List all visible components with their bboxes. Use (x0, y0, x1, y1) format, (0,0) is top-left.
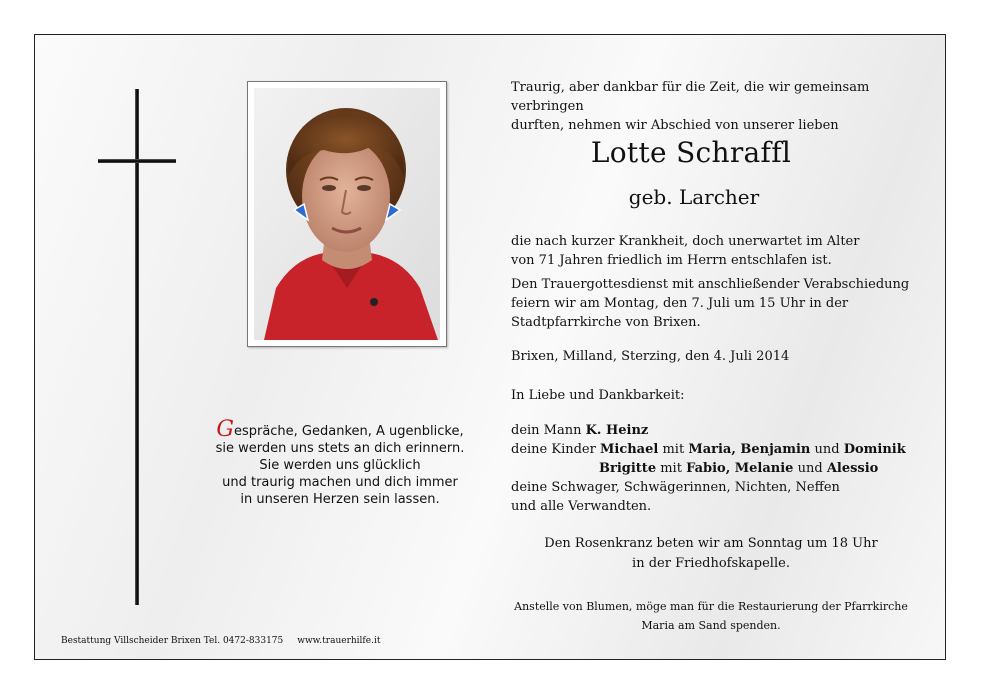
rosary-line-2: in der Friedhofskapelle. (632, 556, 790, 571)
others-line: und alle Verwandten. (511, 499, 652, 514)
with-1: mit (658, 442, 689, 457)
cross-horizontal-bar (98, 159, 176, 163)
children-prefix: deine Kinder (511, 442, 600, 457)
funeral-home-contact: Bestattung Villscheider Brixen Tel. 0472-833175 (61, 636, 284, 646)
husband-name: K. Heinz (585, 423, 649, 438)
grandchild-2-name: Alessio (826, 461, 879, 476)
grandchild-1-name: Dominik (843, 442, 906, 457)
donation-line-2: Maria am Sand spenden. (641, 619, 781, 632)
verse-line-4: und traurig machen und dich immer (222, 475, 458, 490)
verse-line-1-text: espräche, Gedanken, A ugenblicke, (233, 424, 464, 439)
donation-line-1: Anstelle von Blumen, möge man für die Restaurierung der Pfarrkirche (514, 600, 908, 613)
partner-1-names: Maria, Benjamin (688, 442, 811, 457)
portrait-photo (254, 88, 440, 340)
verse-line-1 (215, 417, 465, 442)
mourners-list (511, 421, 931, 516)
husband-prefix: dein Mann (511, 423, 586, 438)
service-line-2: feiern wir am Montag, den 7. Juli um 15 Uhr in der (511, 296, 849, 311)
husband-line (511, 421, 931, 440)
maiden-name: geb. Larcher (628, 185, 760, 209)
relatives-line: deine Schwager, Schwägerinnen, Nichten, Neffen (511, 480, 840, 495)
footer (61, 636, 380, 646)
intro-line-2: durften, nehmen wir Abschied von unserer lieben (511, 118, 839, 133)
death-notice (511, 232, 931, 270)
funeral-service (511, 275, 931, 332)
portrait-photo-frame (247, 81, 447, 347)
intro-text (511, 78, 931, 135)
website-link[interactable]: www.trauerhilfe.it (297, 636, 381, 646)
deceased-name: Lotte Schraffl (590, 136, 792, 169)
child-2-name: Brigitte (599, 461, 657, 476)
verse-initial: G (216, 417, 234, 442)
love-gratitude: In Liebe und Dankbarkeit: (511, 388, 685, 403)
service-line-3: Stadtpfarrkirche von Brixen. (511, 315, 701, 330)
partner-2-names: Fabio, Melanie (686, 461, 794, 476)
cross-vertical-bar (135, 89, 139, 605)
rosary-notice (511, 534, 911, 574)
service-line-1: Den Trauergottesdienst mit anschließender Verabschiedung (511, 277, 910, 292)
verse-line-2: sie werden uns stets an dich erinnern. (215, 441, 465, 456)
rosary-line-1: Den Rosenkranz beten wir am Sonntag um 18 Uhr (544, 536, 878, 551)
verse-line-3: Sie werden uns glücklich (259, 458, 421, 473)
child-1-name: Michael (599, 442, 659, 457)
place-and-date: Brixen, Milland, Sterzing, den 4. Juli 2014 (511, 349, 790, 364)
and-2: und (793, 461, 827, 476)
verse-line-5: in unseren Herzen sein lassen. (240, 492, 440, 507)
with-2: mit (656, 461, 687, 476)
obituary-card (34, 34, 946, 660)
donation-notice (511, 597, 911, 635)
memorial-verse (215, 417, 465, 508)
and-1: und (810, 442, 844, 457)
children-line-2 (511, 459, 931, 478)
death-line-2: von 71 Jahren friedlich im Herrn entschlafen ist. (511, 253, 832, 268)
death-line-1: die nach kurzer Krankheit, doch unerwartet im Alter (511, 234, 860, 249)
intro-line-1: Traurig, aber dankbar für die Zeit, die wir gemeinsam verbringen (511, 80, 870, 114)
children-line-1 (511, 440, 931, 459)
